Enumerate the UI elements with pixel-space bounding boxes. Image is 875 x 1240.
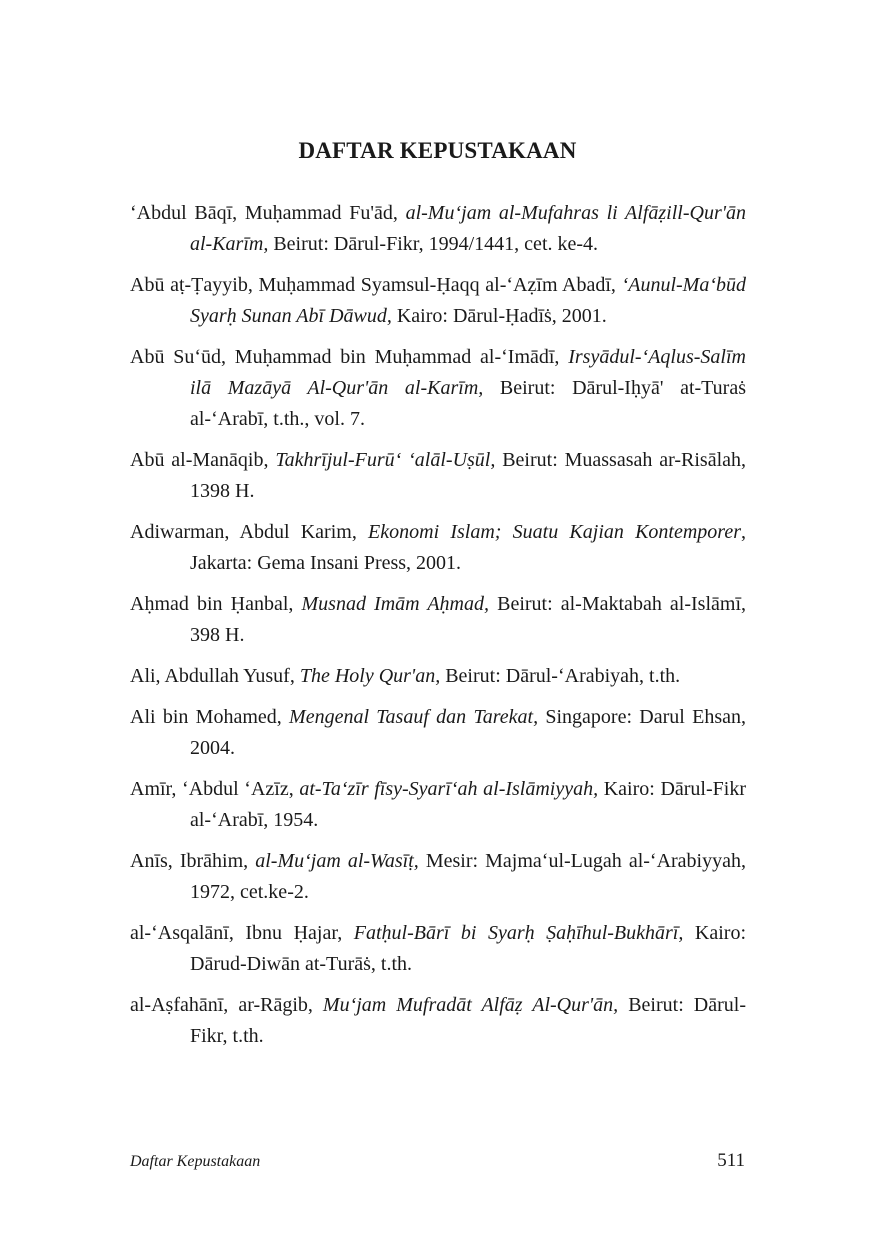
reference-publication: Beirut: Muassasah ar-Risālah, 1398 H. bbox=[190, 449, 747, 502]
reference-entry bbox=[130, 774, 746, 836]
reference-publication: Beirut: Dārul-Fikr, 1994/1441, cet. ke-4. bbox=[268, 233, 599, 255]
reference-title: at-Ta‘zīr fīsy-Syarī‘ah al-Islāmiyyah, bbox=[299, 778, 599, 800]
reference-entry bbox=[130, 589, 746, 651]
reference-list bbox=[130, 198, 746, 1062]
reference-author: Adiwarman, Abdul Karim, bbox=[130, 521, 369, 543]
reference-entry bbox=[130, 661, 746, 692]
reference-publication: Beirut: Dārul-Iḥyā' at-Turaṡ al-‘Arabī, t.th., vol. 7. bbox=[190, 377, 746, 430]
reference-publication: Singapore: Darul Ehsan, 2004. bbox=[190, 706, 746, 759]
reference-publication: Mesir: Majma‘ul-Lugah al-‘Arabiyyah, 1972, cet.ke-2. bbox=[190, 850, 746, 903]
page-title: DAFTAR KEPUSTAKAAN bbox=[298, 138, 577, 163]
reference-entry bbox=[130, 517, 746, 579]
reference-publication: Kairo: Dārud-Diwān at-Turāṡ, t.th. bbox=[190, 922, 746, 975]
reference-publication: , Jakarta: Gema Insani Press, 2001. bbox=[190, 521, 747, 574]
reference-title: al-Mu‘jam al-Wasīṭ, bbox=[255, 850, 419, 872]
reference-entry bbox=[130, 918, 746, 980]
reference-author: Aḥmad bin Ḥanbal, bbox=[130, 593, 302, 615]
reference-author: al-‘Asqalānī, Ibnu Ḥajar, bbox=[130, 922, 354, 944]
reference-entry bbox=[130, 342, 746, 435]
reference-title: Ekonomi Islam; Suatu Kajian Kontemporer bbox=[368, 521, 742, 543]
reference-author: Abū aṭ-Ṭayyib, Muḥammad Syamsul-Ḥaqq al-‘Aẓīm Abadī, bbox=[130, 274, 622, 296]
reference-entry bbox=[130, 270, 746, 332]
reference-publication: Beirut: Dārul-‘Arabiyah, t.th. bbox=[440, 665, 681, 687]
reference-publication: Kairo: Dārul-Ḥadīṡ, 2001. bbox=[391, 305, 607, 327]
reference-entry bbox=[130, 445, 746, 507]
reference-author: Anīs, Ibrāhim, bbox=[130, 850, 256, 872]
reference-publication: Kairo: Dārul-Fikr al-‘Arabī, 1954. bbox=[190, 778, 746, 831]
reference-entry bbox=[130, 846, 746, 908]
reference-title: al-Mu‘jam al-Mufahras li Alfāẓill-Qur'ān al-Karīm, bbox=[190, 202, 746, 255]
reference-title: Takhrījul-Furū‘ ‘alāl-Uṣūl, bbox=[275, 449, 496, 471]
reference-author: Ali, Abdullah Yusuf, bbox=[130, 665, 300, 687]
reference-title: Mengenal Tasauf dan Tarekat, bbox=[289, 706, 539, 728]
reference-author: Abū Su‘ūd, Muḥammad bin Muḥammad al-‘Imādī, bbox=[130, 346, 569, 368]
reference-title: Mu‘jam Mufradāt Alfāẓ Al-Qur'ān, bbox=[322, 994, 619, 1016]
reference-author: Amīr, ‘Abdul ‘Azīz, bbox=[130, 778, 300, 800]
reference-author: Ali bin Mohamed, bbox=[130, 706, 290, 728]
reference-title: ‘Aunul-Ma‘būd Syarḥ Sunan Abī Dāwud, bbox=[190, 274, 746, 327]
reference-entry bbox=[130, 990, 746, 1052]
page-number: 511 bbox=[717, 1150, 745, 1171]
reference-entry bbox=[130, 702, 746, 764]
reference-title: Musnad Imām Aḥmad, bbox=[301, 593, 489, 615]
reference-author: Abū al-Manāqib, bbox=[130, 449, 276, 471]
reference-publication: Beirut: Dārul-Fikr, t.th. bbox=[190, 994, 746, 1047]
running-footer: Daftar Kepustakaan bbox=[130, 1153, 261, 1170]
reference-entry bbox=[130, 198, 746, 260]
reference-title: Fatḥul-Bārī bi Syarḥ Ṣaḥīhul-Bukhārī, bbox=[353, 922, 684, 944]
reference-publication: Beirut: al-Maktabah al-Islāmī, 398 H. bbox=[190, 593, 746, 646]
reference-author: al-Aṣfahānī, ar-Rāgib, bbox=[130, 994, 323, 1016]
reference-title: Irsyādul-‘Aqlus-Salīm ilā Mazāyā Al-Qur'ān al-Karīm, bbox=[190, 346, 746, 399]
reference-author: ‘Abdul Bāqī, Muḥammad Fu'ād, bbox=[130, 202, 406, 224]
reference-title: The Holy Qur'an, bbox=[299, 665, 441, 687]
